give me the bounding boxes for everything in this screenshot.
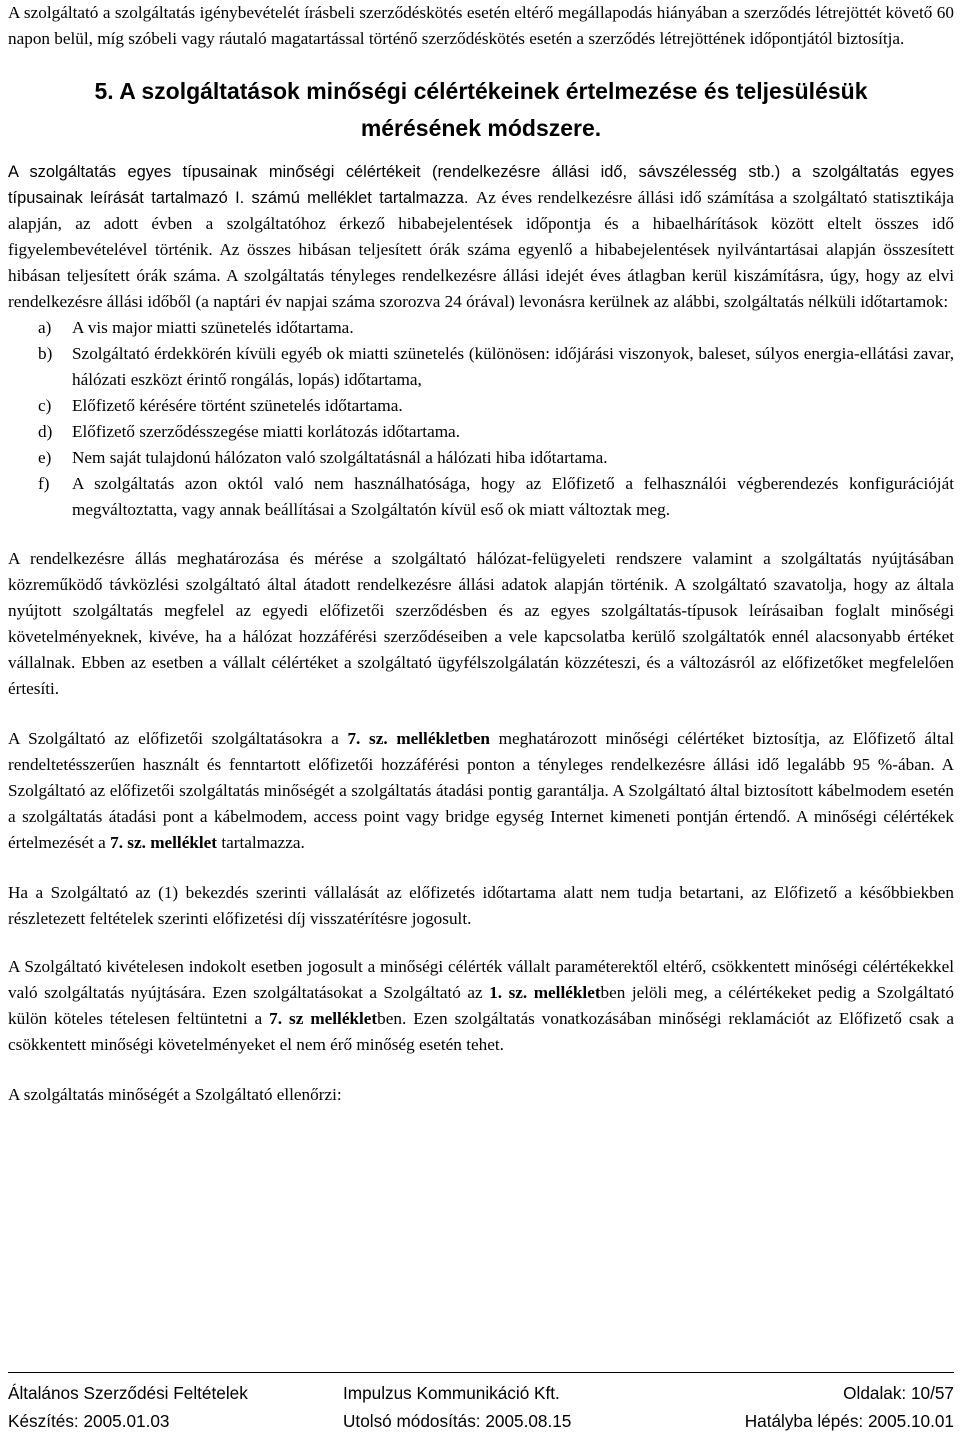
targets-sentence: A szolgáltatás egyes típusainak minőségi célértékeit (rendelkezésre állási idő, sávszélesség stb.) a szolgáltatás egyes típusainak leírását tartalmazó I. számú melléklet tartalmazza. <box>8 163 954 207</box>
list-item <box>8 315 954 341</box>
list-item <box>8 393 954 419</box>
intro-paragraph: A szolgáltató a szolgáltatás igénybevételét írásbeli szerződéskötés esetén eltérő megállapodás hiányában a szerződés létrejöttét követő 60 napon belül, míg szóbeli vagy ráutaló magatartással történő szerződéskötés esetén a szerződés létrejöttének időpontjától biztosítja. <box>8 3 954 48</box>
footer-created-date: Készítés: 2005.01.03 <box>8 1411 170 1431</box>
annex-reference: 1. sz. melléklet <box>489 983 601 1002</box>
list-marker: d) <box>38 422 53 441</box>
annex-reference: 7. sz melléklet <box>269 1009 378 1028</box>
list-item-text: Előfizető kérésére történt szünetelés időtartama. <box>72 396 403 415</box>
measurement-paragraph: A rendelkezésre állás meghatározása és mérése a szolgáltató hálózat-felügyeleti rendszere valamint a szolgáltatás nyújtásában közreműködő távközlési szolgáltató által átadott rendelkezésre állási adatok alapján történik. A szolgáltató szavatolja, hogy az általa nyújtott szolgáltatás megfelel az egyedi előfizetői szerződésben és az egyes szolgáltatás-típusok leírásaiban foglalt minőségi követelményeknek, kivéve, ha a hálózat hozzáférési szerződéseiben a vele kapcsolatba kerülő szolgáltatók ennél alacsonyabb értéket vállalnak. Ebben az esetben a vállalt célértéket a szolgáltató ügyfélszolgálatán közzéteszi, és a változásról az előfizetőket megfelelően értesíti. <box>8 549 954 698</box>
text-run: tartalmazza. <box>217 833 305 852</box>
list-item-text: Szolgáltató érdekkörén kívüli egyéb ok miatti szünetelés (különösen: időjárási viszonyok, baleset, súlyos energia-ellátási zavar, hálózati eszközt érintő rongálás, lopás) időtartama, <box>72 344 954 389</box>
list-marker: b) <box>38 344 53 363</box>
section-heading: 5. A szolgáltatások minőségi célértékeinek értelmezése és teljesülésük mérésének módszere. <box>94 78 868 141</box>
page-footer <box>8 1372 954 1435</box>
availability-sentence: Az éves rendelkezésre állási idő számítása a szolgáltató statisztikája alapján, az adott évben a szolgáltatóhoz érkező hibabejelentések időpontja és a hibaelhárítások között eltelt összes idő figyelembevételével történik. Az összes hibásan teljesített órák száma egyenlő a hibabejelentések nyilvántartásai alapján összesített hibásan teljesített órák száma. A szolgáltatás tényleges rendelkezésre állási idejét éves átlagban kerül kiszámításra, úgy, hogy az elvi rendelkezésre állási időből (a naptári év napjai száma szorozva 24 órával) levonásra kerülnek az alábbi, szolgáltatás nélküli időtartamok: <box>8 188 954 311</box>
list-item-text: A vis major miatti szünetelés időtartama. <box>72 318 354 337</box>
footer-company: Impulzus Kommunikáció Kft. <box>343 1383 560 1403</box>
footer-row <box>8 1379 954 1407</box>
document-page <box>8 0 954 1108</box>
text-run: meghatározott minőségi célértéket biztosítja, az Előfizető által rendeltetésszerűen használt és fenntartott előfizetői hozzáférési ponton a tényleges rendelkezésre állási idő legalább 95 %-ában. A Szolgáltató az előfizetői szolgáltatás minőségét a szolgáltatás átadási pontig garantálja. A Szolgáltató által biztosított kábelmodem esetén a szolgáltatás átadási pont a kábelmodem, access point vagy bridge egység Internet kimeneti pontján értendő. A minőségi célértékek értelmezését a <box>8 729 954 852</box>
refund-paragraph: Ha a Szolgáltató az (1) bekezdés szerinti vállalását az előfizetés időtartama alatt nem tudja betartani, az Előfizető a későbbiekben részletezett feltételek szerinti előfizetési díj visszatérítésre jogosult. <box>8 883 954 928</box>
targets-paragraph <box>8 159 954 315</box>
annex-reference: 7. sz. mellékletben <box>347 729 490 748</box>
list-item <box>8 471 954 523</box>
list-marker: f) <box>38 474 50 493</box>
list-item-text: A szolgáltatás azon októl való nem használhatósága, hogy az Előfizető a felhasználói végberendezés konfigurációját megváltoztatta, vagy annak beállításai a Szolgáltatón kívül eső ok miatt változtak meg. <box>72 474 954 519</box>
list-item <box>8 419 954 445</box>
list-marker: a) <box>38 318 52 337</box>
footer-page-number: Oldalak: 10/57 <box>843 1383 954 1403</box>
text-run: ben. Ezen szolgáltatás vonatkozásában minőségi reklamációt az Előfizető csak a csökkentett minőségi követelményeket el nem érő minőség esetén tehet. <box>8 1009 954 1054</box>
excluded-periods-list <box>8 315 954 523</box>
list-item-text: Nem saját tulajdonú hálózaton való szolgáltatásnál a hálózati hiba időtartama. <box>72 448 608 467</box>
annex-reference: 7. sz. melléklet <box>110 833 218 852</box>
list-item <box>8 341 954 393</box>
list-marker: e) <box>38 448 52 467</box>
text-run: ben jelöli meg, a célértékeket pedig a Szolgáltató külön köteles tételesen feltüntetni a <box>8 983 954 1028</box>
list-marker: c) <box>38 396 52 415</box>
text-run: A Szolgáltató kivételesen indokolt esetben jogosult a minőségi célérték vállalt paraméterektől eltérő, csökkentett minőségi célértékekkel való szolgáltatás nyújtására. Ezen szolgáltatásokat a Szolgáltató az <box>8 957 954 1002</box>
footer-effective-date: Hatályba lépés: 2005.10.01 <box>744 1411 954 1431</box>
footer-modified-date: Utolsó módosítás: 2005.08.15 <box>343 1411 572 1431</box>
footer-row <box>8 1407 954 1435</box>
list-item <box>8 445 954 471</box>
footer-doc-title: Általános Szerződési Feltételek <box>8 1383 248 1403</box>
reduced-quality-paragraph <box>8 954 954 1058</box>
quality-guarantee-paragraph <box>8 726 954 856</box>
list-item-text: Előfizető szerződésszegése miatti korlátozás időtartama. <box>72 422 460 441</box>
text-run: A Szolgáltató az előfizetői szolgáltatásokra a <box>8 729 348 748</box>
quality-check-paragraph: A szolgáltatás minőségét a Szolgáltató ellenőrzi: <box>8 1085 342 1104</box>
